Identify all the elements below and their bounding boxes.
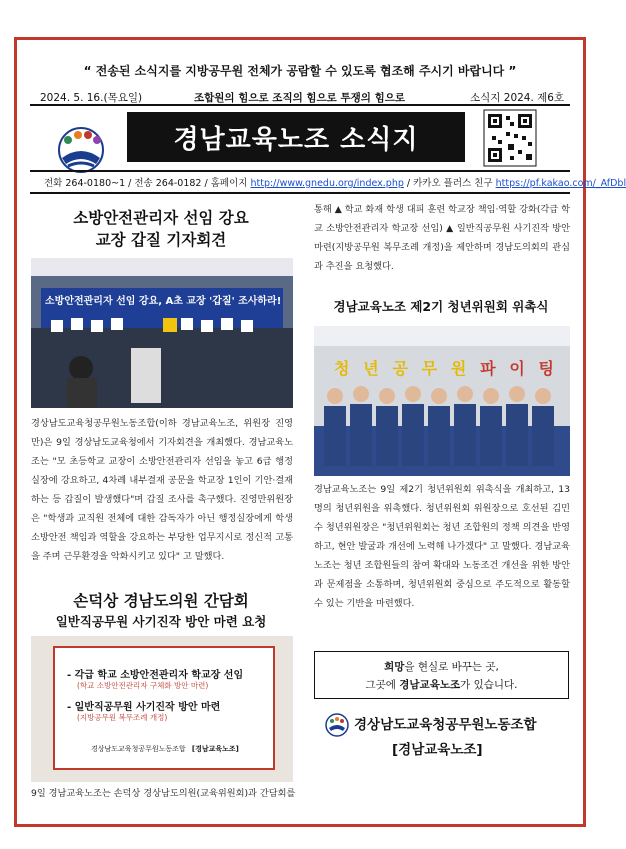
qr-code-icon[interactable] [484, 110, 536, 166]
article2-title-line2: 일반직공무원 사기진작 방안 마련 요청 [55, 614, 267, 629]
kakao-link[interactable]: https://pf.kakao.com/_AfDbl [495, 178, 626, 189]
article1-title [30, 207, 292, 251]
sign-org-name: 경상남도교육청공무원노동조합 [91, 745, 186, 753]
footer-line2-post: 가 있습니다. [460, 679, 518, 691]
article2-sign-item1-sub: (학교 소방안전관리자 구체화 방안 마련) [77, 681, 209, 690]
masthead-title: 경남교육노조 소식지 [127, 112, 465, 162]
article3-banner [334, 356, 554, 379]
article1-title-line1: 소방안전관리자 선임 강요 [73, 209, 249, 227]
article3-body: 경남교육노조는 9일 제2기 청년위원회 위촉식을 개최하고, 13명의 청년위원을 위촉했다. 청년위원회 위원장으로 호선된 김민수 청년위원장은 "청년위원회는 청년 조합원의 정책 의견을 반영하고, 현안 발굴과 개선에 노력해 나가겠다" 고 말했다. 경남교육노조는 청년 조합원들의 참여 확대와 노동조건 개선을 위한 방안과 문제점을 소통하며, 청년위원회 중심으로 주도적으로 활동할 수 있는 기반을 마련했다. [314, 484, 570, 609]
footer-slogan-box [314, 651, 569, 699]
union-small-logo-icon [324, 712, 350, 738]
article2-sign-item1: - 각급 학교 소방안전관리자 학교장 선임 [67, 670, 244, 681]
article1-banner: 소방안전관리자 선임 강요, A초 교장 '갑질' 조사하라! [45, 296, 282, 307]
article2-title-line1: 손덕상 경남도의원 간담회 [73, 592, 249, 610]
article2-title [30, 590, 292, 632]
footer-union-name: 경남교육노조 [399, 679, 461, 691]
footer-org-name: 경상남도교육청공무원노동조합 [354, 717, 537, 733]
contact-line [44, 175, 626, 189]
banner-letter-4: 무 [421, 359, 438, 378]
motto: 조합원의 힘으로 조직의 힘으로 투쟁의 힘으로 [194, 92, 405, 104]
article1-title-line2: 교장 갑질 기자회견 [95, 231, 227, 249]
slogan: “ 전송된 소식지를 지방공무원 전체가 공람할 수 있도록 협조해 주시기 바랍니다 ” [83, 64, 517, 78]
rule-contact-bottom [30, 192, 570, 194]
footer-line2-pre: 그곳에 [365, 679, 400, 691]
issue-date: 2024. 5. 16.(목요일) [40, 92, 143, 104]
sign-org-short: [경남교육노조] [191, 745, 239, 753]
contact-phone: 전화 264-0180~1 / 전송 264-0182 [44, 178, 202, 189]
banner-letter-2: 년 [363, 359, 379, 378]
footer-org-short: [경남교육노조] [392, 742, 483, 758]
article2-sign-item2-sub: (지방공무원 복무조례 개정) [77, 713, 168, 722]
article2-sign [53, 646, 275, 770]
kakao-label: / 카카오 플러스 친구 [406, 178, 493, 189]
homepage-label: / 홈페이지 [204, 178, 248, 189]
issue-number: 소식지 2024. 제6호 [470, 92, 565, 104]
article1-photo [31, 258, 293, 408]
article1-body: 경상남도교육청공무원노동조합(이하 경남교육노조, 위원장 진영만)은 9일 경상남도교육청에서 기자회견을 개최했다. 경남교육노조는 "모 초등학교 교장이 소방안전관리자 선임을 놓고 6급 행정실장에 강요하고, 4차례 내부결재 공문을 학교장 1인이 기안·결재하는 등 갑질이 발생했다"며 갑질 조사를 촉구했다. 진영만위원장은 "학생과 교직원 전체에 대한 감독자가 아닌 행정실장에게 학생 소방안전 책임과 역할을 강요하는 부당한 업무지시로 정신적 고통을 주며 근무환경을 악화시키고 있다" 고 말했다. [31, 418, 293, 562]
banner-letter-3: 공 [392, 359, 408, 378]
banner-letter-6: 파 [480, 359, 496, 378]
article2-sign-org [91, 744, 239, 754]
article2-body-cont: 통해 ▲ 학교 화재 학생 대피 훈련 학교장 책임·역할 강화(각급 학교 소방안전관리자 학교장 선임) ▲ 일반직공무원 사기진작 방안 마련(지방공무원 복무조례 개정)을 제안하며 경남도의회의 관심과 추진을 요청했다. [314, 204, 570, 272]
rule-top [30, 104, 570, 106]
banner-letter-1: 청 [334, 359, 350, 378]
banner-letter-5: 원 [450, 359, 467, 378]
article3-title: 경남교육노조 제2기 청년위원회 위촉식 [333, 299, 549, 314]
banner-letter-8: 팅 [538, 359, 554, 378]
union-logo-icon [48, 118, 114, 178]
footer-line2 [315, 676, 568, 694]
footer-hope: 희망 [384, 661, 405, 673]
article2-photo [31, 636, 293, 782]
article3-photo [314, 326, 570, 476]
footer-line1 [315, 658, 568, 676]
footer-line1-rest: 을 현실로 바꾸는 곳, [404, 661, 499, 673]
banner-letter-7: 이 [509, 359, 525, 378]
article2-body-start: 9일 경남교육노조는 손덕상 경상남도의원(교육위원회)과 간담회를 [31, 788, 296, 799]
homepage-link[interactable]: http://www.gnedu.org/index.php [250, 178, 404, 189]
rule-contact-top [30, 170, 570, 172]
article2-sign-item2: - 일반직공무원 사기진작 방안 마련 [67, 702, 221, 713]
